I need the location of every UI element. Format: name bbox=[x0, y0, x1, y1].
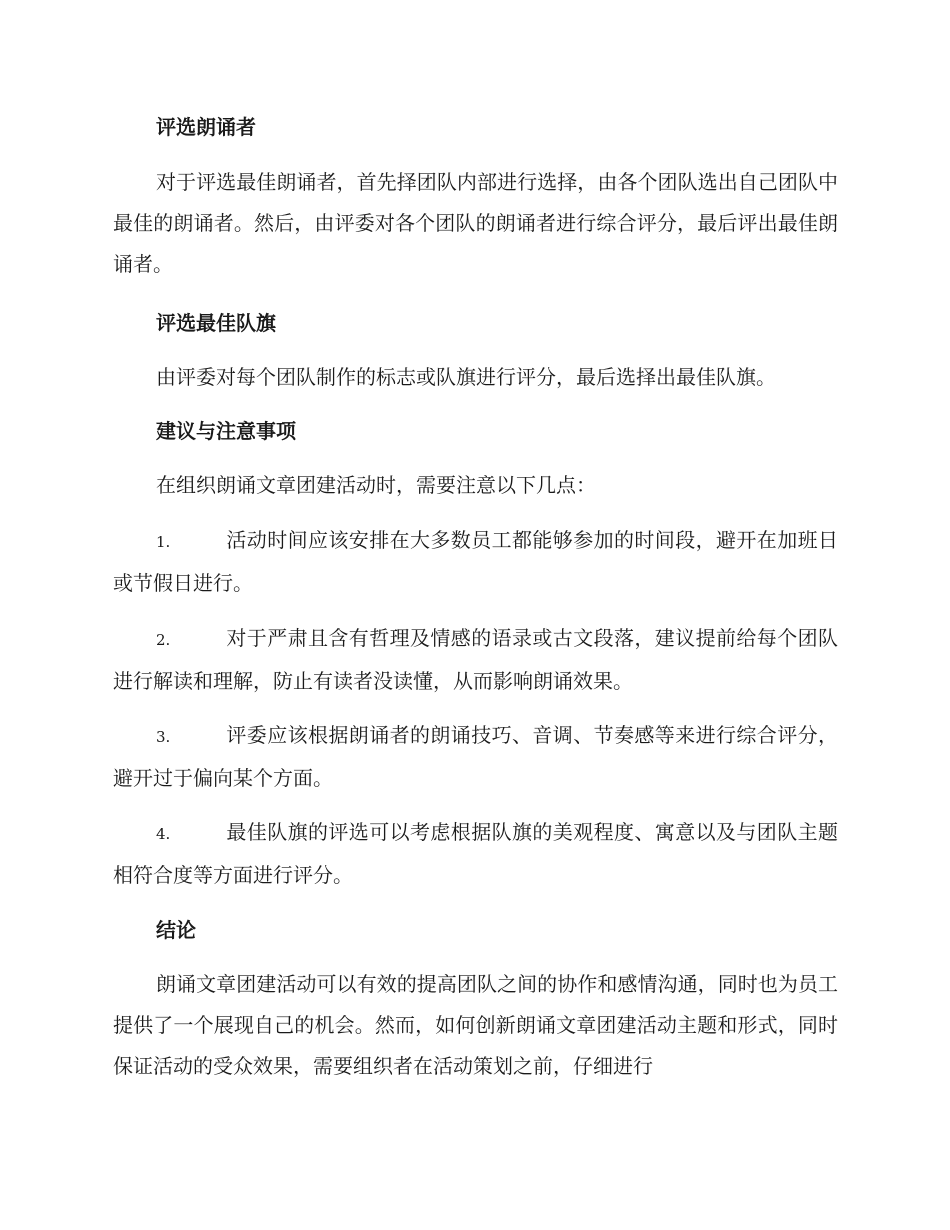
list-item-number: 3. bbox=[156, 728, 171, 746]
list-item-text: 活动时间应该安排在大多数员工都能够参加的时间段，避开在加班日或节假日进行。 bbox=[113, 528, 838, 595]
section-heading-best-flag: 评选最佳队旗 bbox=[156, 311, 276, 335]
paragraph-select-reciter: 对于评选最佳朗诵者，首先择团队内部进行选择，由各个团队选出自己团队中最佳的朗诵者。然后，由评委对各个团队的朗诵者进行综合评分，最后评出最佳朗诵者。 bbox=[113, 170, 838, 276]
section-heading-suggestions: 建议与注意事项 bbox=[156, 419, 296, 443]
list-item-text: 最佳队旗的评选可以考虑根据队旗的美观程度、寓意以及与团队主题相符合度等方面进行评分。 bbox=[113, 820, 838, 887]
list-item-text: 评委应该根据朗诵者的朗诵技巧、音调、节奏感等来进行综合评分，避开过于偏向某个方面。 bbox=[113, 723, 838, 790]
list-item bbox=[113, 715, 838, 799]
section-heading-select-reciter: 评选朗诵者 bbox=[156, 115, 256, 139]
paragraph-conclusion: 朗诵文章团建活动可以有效的提高团队之间的协作和感情沟通，同时也为员工提供了一个展现自己的机会。然而，如何创新朗诵文章团建活动主题和形式，同时保证活动的受众效果，需要组织者在活动策划之前，仔细进行 bbox=[113, 972, 838, 1078]
list-item-number: 1. bbox=[156, 533, 171, 551]
list-item bbox=[113, 520, 838, 604]
list-item bbox=[113, 812, 838, 896]
list-item-text: 对于严肃且含有哲理及情感的语录或古文段落，建议提前给每个团队进行解读和理解，防止有读者没读懂，从而影响朗诵效果。 bbox=[113, 626, 838, 693]
paragraph-best-flag: 由评委对每个团队制作的标志或队旗进行评分，最后选择出最佳队旗。 bbox=[156, 365, 776, 389]
paragraph-suggestions-intro: 在组织朗诵文章团建活动时，需要注意以下几点： bbox=[156, 473, 596, 497]
list-item-number: 4. bbox=[156, 825, 171, 843]
section-heading-conclusion: 结论 bbox=[156, 918, 196, 942]
list-item-number: 2. bbox=[156, 631, 171, 649]
list-item bbox=[113, 618, 838, 702]
